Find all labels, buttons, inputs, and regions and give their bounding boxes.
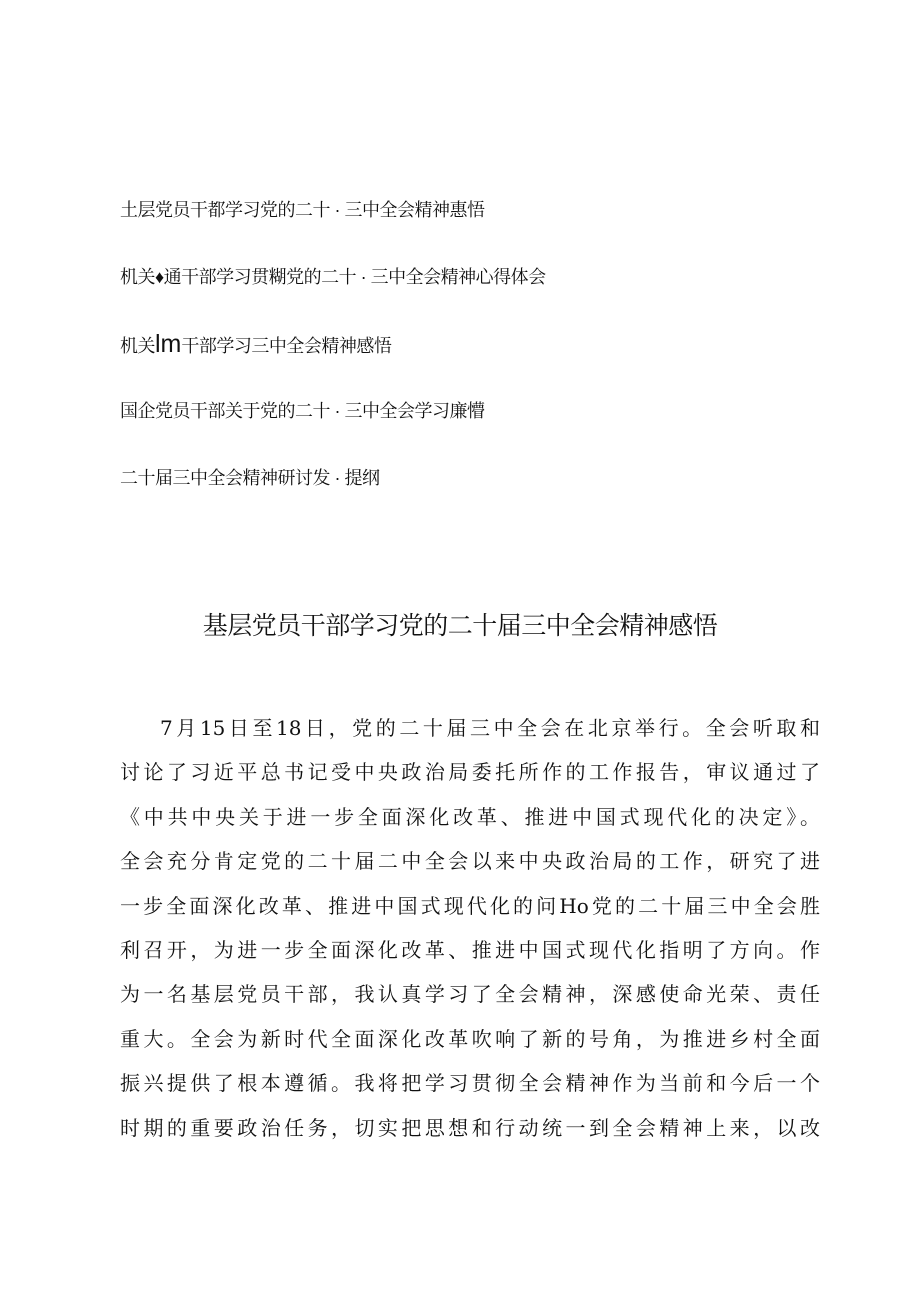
paragraph-line: 利召开，为进一步全面深化改革、推进中国式现代化指明了方向。作: [120, 937, 820, 962]
article-body: [120, 706, 820, 1150]
paragraph-line: 重大。全会为新时代全面深化改革吹响了新的号角，为推进乡村全面: [120, 1026, 820, 1051]
toc-item-suffix: 干部学习三中全会精神感悟: [181, 336, 392, 356]
toc-item[interactable]: [120, 330, 820, 358]
toc-item-prefix: 机关: [120, 336, 155, 356]
paragraph-line: 一步全面深化改革、推进中国式现代化的问Ho党的二十届三中全会胜: [120, 893, 820, 918]
paragraph-line: 7月15日至18日，党的二十届三中全会在北京举行。全会听取和: [160, 716, 820, 740]
article-title: 基层党员干部学习党的二十届三中全会精神感悟: [202, 612, 718, 640]
toc-item[interactable]: 国企党员干部关于党的二十 · 三中全会学习廉懵: [120, 401, 485, 421]
paragraph-line: 振兴提供了根本遵循。我将把学习贯彻全会精神作为当前和今后一个: [120, 1071, 820, 1096]
paragraph-line: 《中共中央关于进一步全面深化改革、推进中国式现代化的决定》。: [120, 804, 820, 829]
toc-item[interactable]: 土层党员干都学习党的二十 · 三中全会精神惠悟: [120, 200, 485, 220]
paragraph-line: 时期的重要政治任务，切实把思想和行动统一到全会精神上来，以改: [120, 1115, 820, 1140]
table-of-contents: [120, 196, 820, 531]
toc-item[interactable]: 二十届三中全会精神研讨发 · 提纲: [120, 468, 380, 488]
paragraph-line: 全会充分肯定党的二十届二中全会以来中央政治局的工作，研究了进: [120, 849, 820, 874]
toc-item[interactable]: 机关♦通干部学习贯糊党的二十 · 三中全会精神心得体会: [120, 267, 546, 287]
toc-item-garbled-glyphs: lm: [155, 330, 182, 358]
paragraph-line: 讨论了习近平总书记受中央政治局委托所作的工作报告，审议通过了: [120, 760, 820, 785]
paragraph-line: 为一名基层党员干部，我认真学习了全会精神，深感使命光荣、责任: [120, 982, 820, 1007]
